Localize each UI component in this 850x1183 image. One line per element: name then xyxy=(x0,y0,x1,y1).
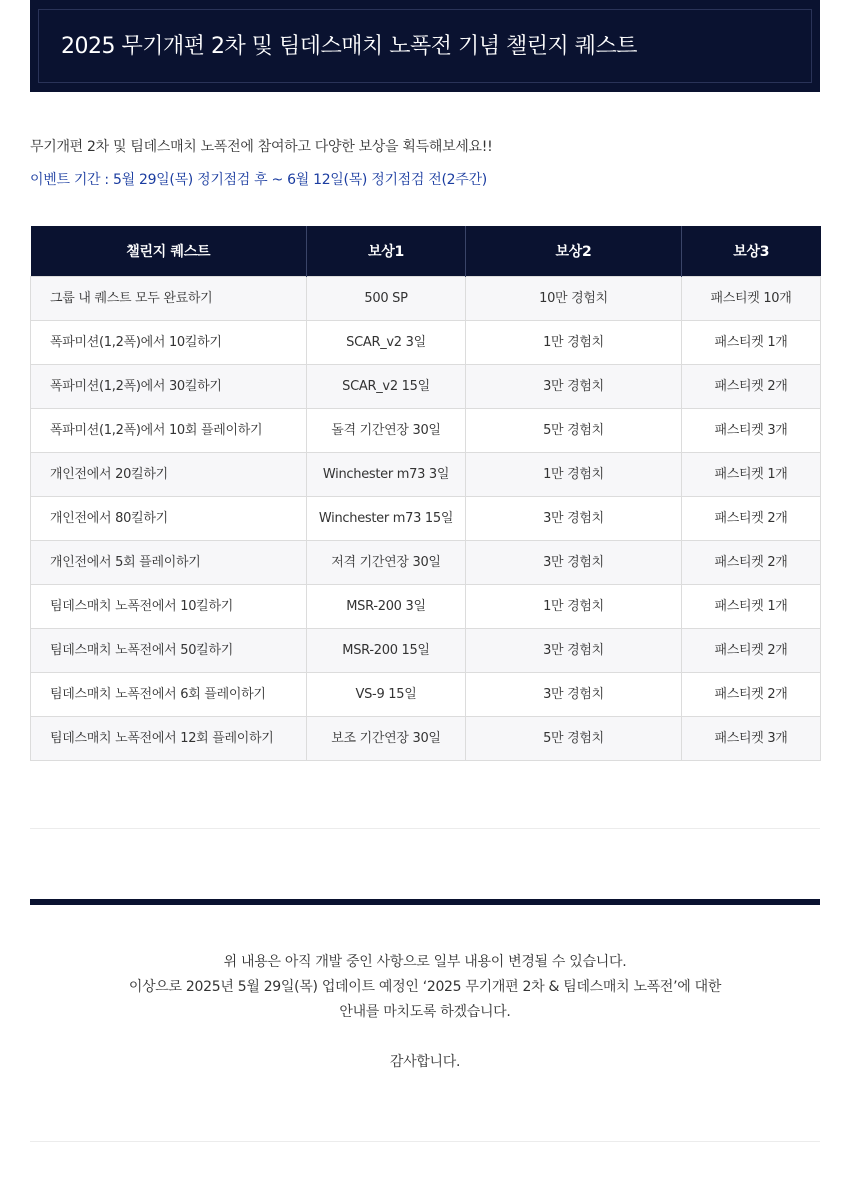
reward3-cell: 패스티켓 2개 xyxy=(682,497,821,541)
reward1-cell: SCAR_v2 15일 xyxy=(307,365,466,409)
header-reward-2: 보상2 xyxy=(466,226,682,277)
quest-cell: 폭파미션(1,2폭)에서 10회 플레이하기 xyxy=(31,409,307,453)
reward2-cell: 3만 경험치 xyxy=(466,497,682,541)
header-reward-3: 보상3 xyxy=(682,226,821,277)
reward2-cell: 5만 경험치 xyxy=(466,717,682,761)
reward1-cell: 돌격 기간연장 30일 xyxy=(307,409,466,453)
reward3-cell: 패스티켓 1개 xyxy=(682,321,821,365)
reward2-cell: 3만 경험치 xyxy=(466,541,682,585)
reward1-cell: Winchester m73 3일 xyxy=(307,453,466,497)
divider-light-bottom xyxy=(30,1141,820,1142)
quest-cell: 팀데스매치 노폭전에서 10킬하기 xyxy=(31,585,307,629)
header-frame xyxy=(38,9,812,83)
table-header-row xyxy=(31,226,821,277)
intro-text: 무기개편 2차 및 팀데스매치 노폭전에 참여하고 다양한 보상을 획득해보세요!! xyxy=(30,139,493,155)
quest-cell: 팀데스매치 노폭전에서 50킬하기 xyxy=(31,629,307,673)
event-period: 이벤트 기간 : 5월 29일(목) 정기점검 후 ~ 6월 12일(목) 정기점검 전(2주간) xyxy=(30,172,487,188)
page-header xyxy=(30,0,820,92)
quest-cell: 개인전에서 20킬하기 xyxy=(31,453,307,497)
table-row xyxy=(31,321,821,365)
divider-dark xyxy=(30,899,820,905)
table-row xyxy=(31,277,821,321)
header-quest: 챌린지 퀘스트 xyxy=(31,226,307,277)
quest-cell: 팀데스매치 노폭전에서 6회 플레이하기 xyxy=(31,673,307,717)
reward2-cell: 10만 경험치 xyxy=(466,277,682,321)
reward3-cell: 패스티켓 2개 xyxy=(682,629,821,673)
table-row xyxy=(31,629,821,673)
reward3-cell: 패스티켓 3개 xyxy=(682,717,821,761)
table-row xyxy=(31,541,821,585)
reward2-cell: 3만 경험치 xyxy=(466,673,682,717)
table-row xyxy=(31,365,821,409)
reward3-cell: 패스티켓 1개 xyxy=(682,453,821,497)
reward3-cell: 패스티켓 2개 xyxy=(682,365,821,409)
page-title: 2025 무기개편 2차 및 팀데스매치 노폭전 기념 챌린지 퀘스트 xyxy=(61,34,637,59)
quest-cell: 팀데스매치 노폭전에서 12회 플레이하기 xyxy=(31,717,307,761)
reward2-cell: 1만 경험치 xyxy=(466,585,682,629)
table-row xyxy=(31,453,821,497)
table-row xyxy=(31,497,821,541)
reward1-cell: Winchester m73 15일 xyxy=(307,497,466,541)
reward1-cell: MSR-200 15일 xyxy=(307,629,466,673)
closing-notice xyxy=(30,950,820,1075)
reward2-cell: 3만 경험치 xyxy=(466,365,682,409)
quest-cell: 폭파미션(1,2폭)에서 30킬하기 xyxy=(31,365,307,409)
table-row xyxy=(31,717,821,761)
quest-cell: 그룹 내 퀘스트 모두 완료하기 xyxy=(31,277,307,321)
closing-line-2: 이상으로 2025년 5월 29일(목) 업데이트 예정인 ‘2025 무기개편 2차 & 팀데스매치 노폭전’에 대한 xyxy=(128,979,722,995)
reward3-cell: 패스티켓 10개 xyxy=(682,277,821,321)
reward1-cell: 저격 기간연장 30일 xyxy=(307,541,466,585)
table-row xyxy=(31,585,821,629)
quest-cell: 개인전에서 80킬하기 xyxy=(31,497,307,541)
divider-light xyxy=(30,828,820,829)
reward1-cell: SCAR_v2 3일 xyxy=(307,321,466,365)
quest-cell: 폭파미션(1,2폭)에서 10킬하기 xyxy=(31,321,307,365)
reward3-cell: 패스티켓 2개 xyxy=(682,541,821,585)
reward3-cell: 패스티켓 2개 xyxy=(682,673,821,717)
reward1-cell: MSR-200 3일 xyxy=(307,585,466,629)
reward3-cell: 패스티켓 3개 xyxy=(682,409,821,453)
quest-cell: 개인전에서 5회 플레이하기 xyxy=(31,541,307,585)
reward1-cell: 보조 기간연장 30일 xyxy=(307,717,466,761)
header-reward-1: 보상1 xyxy=(307,226,466,277)
table-row xyxy=(31,409,821,453)
reward2-cell: 5만 경험치 xyxy=(466,409,682,453)
closing-line-1: 위 내용은 아직 개발 중인 사항으로 일부 내용이 변경될 수 있습니다. xyxy=(223,954,627,970)
reward3-cell: 패스티켓 1개 xyxy=(682,585,821,629)
reward1-cell: 500 SP xyxy=(307,277,466,321)
challenge-quest-table xyxy=(30,226,821,761)
closing-line-3: 안내를 마치도록 하겠습니다. xyxy=(339,1004,511,1020)
reward2-cell: 1만 경험치 xyxy=(466,321,682,365)
reward2-cell: 3만 경험치 xyxy=(466,629,682,673)
closing-thanks: 감사합니다. xyxy=(389,1054,461,1070)
reward2-cell: 1만 경험치 xyxy=(466,453,682,497)
reward1-cell: VS-9 15일 xyxy=(307,673,466,717)
table-row xyxy=(31,673,821,717)
